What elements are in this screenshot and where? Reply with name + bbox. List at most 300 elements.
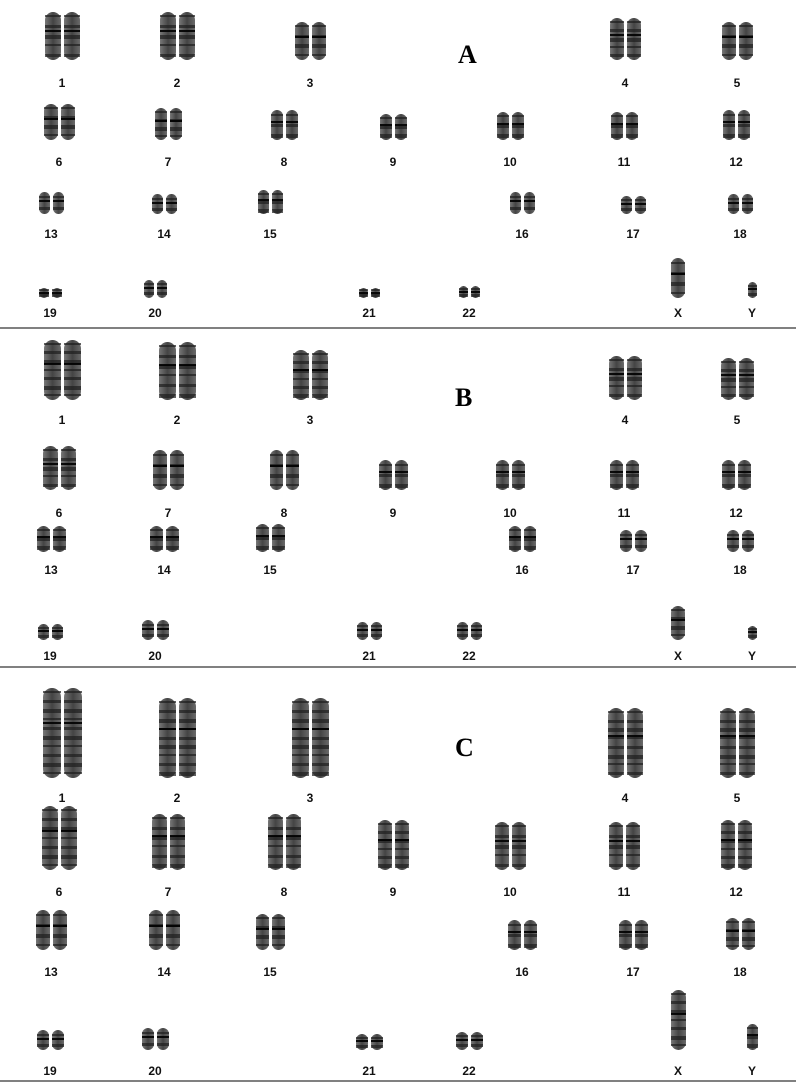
chromosome-label: 22 [462,1064,476,1078]
centromere [395,471,408,473]
chromosome-band [43,467,58,471]
chromosome-band [292,772,309,776]
chromosome [610,18,624,60]
chromosome-band [37,1044,49,1047]
chromosome-band [357,634,368,637]
chromosome-band [722,484,735,488]
chromosome-band [621,208,632,211]
chromosome-band [739,54,753,56]
chromosome-label: 17 [626,965,640,979]
chromosome-band [64,691,82,693]
chromosome [356,1034,368,1050]
chromosome-band [43,772,61,774]
centromere [37,536,50,538]
chromosome-band [39,294,49,297]
chromosome-band [627,21,641,23]
centromere [38,630,49,632]
chromosome [312,350,328,400]
chromosome-band [43,745,61,747]
chromosome-band [170,127,182,131]
chromosome-band [170,845,185,847]
panel-letter: B [455,383,473,412]
chromosome [626,112,638,140]
chromosome [512,822,526,870]
chromosome-pair-7 [155,108,182,140]
chromosome-band [43,709,61,713]
centromere [496,471,509,473]
chromosome-band [739,746,755,749]
chromosome [170,450,184,490]
centromere [524,200,535,202]
chromosome-band [312,772,329,776]
chromosome-band [524,529,536,531]
chromosome [726,918,739,950]
chromosome-band [52,1044,64,1047]
chromosome-band [52,1034,64,1036]
chromosome-band [739,772,755,775]
chromosome [609,356,624,400]
chromosome-band [286,114,298,116]
chromosome-band [626,464,639,466]
chromosome [295,22,309,60]
centromere [626,471,639,473]
chromosome-band [53,538,66,541]
chromosome-band [471,634,482,637]
chromosome-band [611,115,623,117]
chromosome-band [739,369,754,372]
chromosome-band [159,772,176,776]
chromosome-label: 20 [148,649,162,663]
chromosome-band [627,368,642,371]
chromosome-band [53,914,67,916]
chromosome [457,622,468,640]
chromosome-band [42,846,58,849]
chromosome [152,194,163,214]
chromosome-band [496,464,509,466]
chromosome-pair-18 [728,194,753,214]
chromosome-label: 13 [44,563,58,577]
chromosome-band [152,864,167,868]
chromosome-band [635,199,646,201]
chromosome-pair-7 [152,814,185,870]
chromosome [627,18,641,60]
chromosome-band [152,845,167,847]
centromere [627,373,642,375]
chromosome-pair-7 [153,450,184,490]
centromere [149,925,163,927]
chromosome [292,698,309,778]
chromosome-pair-21 [357,622,382,640]
chromosome-band [268,845,283,847]
centromere [42,830,58,832]
centromere [721,374,736,376]
chromosome-band [293,361,309,364]
centromere [747,1034,758,1036]
chromosome [721,820,735,870]
chromosome-band [42,818,58,821]
chromosome [270,450,283,490]
chromosome-band [626,134,638,138]
centromere [610,34,624,36]
chromosome-band [293,378,309,380]
chromosome-band [471,625,482,627]
chromosome-band [179,355,196,358]
centromere [157,287,167,289]
chromosome-band [149,914,163,916]
centromere [626,840,640,842]
chromosome-band [610,29,624,32]
chromosome-band [627,737,643,739]
panel-divider [0,1080,796,1082]
chromosome-pair-x [671,258,685,298]
chromosome [512,112,524,140]
chromosome-band [312,54,326,56]
chromosome-band [44,377,61,380]
chromosome-band [626,474,639,477]
chromosome-band [378,831,392,834]
centromere [524,536,536,538]
chromosome-band [395,823,409,825]
chromosome-band [356,1037,368,1039]
chromosome-band [671,282,685,286]
chromosome-label: 18 [733,965,747,979]
chromosome [155,108,167,140]
chromosome-band [395,134,407,138]
chromosome-band [268,817,283,819]
chromosome-pair-8 [270,450,299,490]
chromosome-band [44,125,58,129]
chromosome-pair-3 [292,698,329,778]
chromosome-band [52,635,63,638]
chromosome-band [159,345,176,347]
chromosome-band [627,394,642,397]
centromere [39,200,50,202]
chromosome-band [53,944,67,946]
chromosome-label: 21 [362,1064,376,1078]
chromosome [286,110,298,140]
centromere [160,30,176,32]
chromosome-label: 8 [280,885,288,899]
centromere [395,839,409,841]
chromosome-band [380,117,392,119]
chromosome-band [609,864,623,867]
chromosome-band [496,474,509,477]
chromosome-band [738,114,750,116]
chromosome-band [742,198,753,200]
chromosome-band [61,818,77,821]
chromosome-band [739,378,754,382]
chromosome-band [272,527,285,529]
chromosome [738,460,751,490]
chromosome-band [748,628,757,630]
chromosome-label: 19 [43,649,57,663]
chromosome-band [43,449,58,451]
centromere [371,1040,383,1042]
chromosome [626,460,639,490]
chromosome-band [292,701,309,703]
chromosome-band [747,1036,758,1039]
chromosome-band [635,944,648,948]
chromosome-band [256,935,269,939]
chromosome-band [495,854,509,856]
chromosome [738,110,750,140]
centromere [722,36,736,38]
centromere [295,36,309,38]
chromosome [179,12,195,60]
chromosome-band [150,529,163,531]
chromosome-band [721,848,735,850]
chromosome-band [293,394,309,398]
centromere [61,118,75,120]
chromosome-band [609,845,623,849]
chromosome [153,450,167,490]
chromosome-band [295,44,309,48]
chromosome-label: 9 [389,155,397,169]
chromosome-band [157,634,169,637]
chromosome [61,446,76,490]
chromosome-band [258,193,269,195]
chromosome [748,282,757,298]
chromosome-band [395,484,408,488]
chromosome-band [509,546,521,550]
chromosome-band [179,384,196,387]
centromere [64,363,81,365]
chromosome-pair-4 [609,356,642,400]
chromosome-band [742,545,754,548]
chromosome-band [608,737,624,739]
chromosome [748,626,757,640]
chromosome-band [742,937,755,941]
centromere [258,199,269,201]
chromosome-band [157,1043,169,1046]
chromosome-band [64,394,81,396]
chromosome-band [524,934,537,937]
chromosome-band [312,754,329,756]
chromosome-band [179,15,195,17]
chromosome-band [495,864,509,867]
centromere [179,30,195,32]
chromosome-label: 19 [43,1064,57,1078]
chromosome-band [738,484,751,488]
chromosome-band [627,728,643,732]
chromosome-band [619,924,632,926]
chromosome-band [61,467,76,471]
chromosome-band [42,855,58,859]
chromosome-band [359,289,368,291]
centromere [159,728,176,730]
centromere [471,291,480,293]
chromosome-band [43,700,61,703]
chromosome-band [509,538,521,541]
chromosome-label: 15 [263,965,277,979]
chromosome-band [720,728,736,732]
centromere [512,840,526,842]
chromosome [258,190,269,214]
centromere [159,364,176,366]
chromosome-band [496,484,509,488]
chromosome-band [179,701,196,703]
chromosome-label: 2 [173,791,181,805]
chromosome-label: 5 [733,76,741,90]
chromosome [37,526,50,552]
chromosome-band [43,475,58,477]
chromosome-band [609,368,624,371]
chromosome [720,708,736,778]
chromosome-band [742,945,755,947]
chromosome-band [286,855,301,858]
chromosome-band [286,864,301,868]
chromosome-band [510,207,521,210]
chromosome-band [739,728,755,732]
chromosome [723,110,735,140]
chromosome [721,358,736,400]
chromosome-band [610,464,623,466]
chromosome-band [395,126,407,129]
chromosome-pair-12 [722,460,751,490]
chromosome [286,814,301,870]
chromosome-band [166,944,180,946]
chromosome-pair-8 [271,110,298,140]
chromosome-band [45,25,61,28]
centromere [64,722,82,724]
chromosome-band [150,546,163,550]
chromosome-band [64,727,82,730]
chromosome-band [44,386,61,390]
chromosome [44,104,58,140]
centromere [627,34,641,36]
chromosome-band [64,44,80,46]
chromosome-label: 16 [515,965,529,979]
chromosome-band [609,854,623,856]
chromosome-band [268,864,283,868]
chromosome [170,814,185,870]
chromosome [43,446,58,490]
chromosome-band [38,627,49,629]
chromosome-band [64,369,81,371]
centromere [359,292,368,294]
centromere [378,839,392,841]
chromosome-band [512,464,525,466]
chromosome-band [286,817,301,819]
chromosome-band [312,737,329,740]
centromere [286,465,299,467]
centromere [37,1038,49,1040]
chromosome-band [179,394,196,398]
chromosome-band [727,545,739,548]
chromosome-band [53,529,66,531]
chromosome-band [43,754,61,757]
chromosome-label: 3 [306,413,314,427]
chromosome-band [739,44,753,48]
chromosome-label: 5 [733,791,741,805]
chromosome-band [286,134,298,138]
chromosome-band [258,209,269,213]
chromosome-label: 18 [733,227,747,241]
chromosome [271,110,283,140]
chromosome-band [166,914,180,916]
chromosome-band [739,720,755,723]
centromere [739,374,754,376]
chromosome-band [256,527,269,529]
centromere [635,538,647,540]
chromosome [671,258,685,298]
chromosome [312,698,329,778]
chromosome-band [608,772,624,775]
chromosome-pair-2 [160,12,195,60]
centromere [456,1039,468,1041]
chromosome-band [524,944,537,948]
centromere [621,203,632,205]
chromosome-band [44,343,61,345]
chromosome-band [159,384,176,387]
chromosome-band [160,44,176,46]
chromosome [378,820,392,870]
chromosome-band [459,294,468,297]
centromere [61,463,76,465]
centromere [256,928,269,930]
centromere [179,728,196,730]
chromosome-band [671,626,685,630]
chromosome-label: 7 [164,885,172,899]
panel-divider [0,666,796,668]
chromosome-label: 5 [733,413,741,427]
chromosome-label: Y [747,1064,757,1078]
chromosome-pair-9 [380,114,407,140]
centromere [271,121,283,123]
chromosome-band [456,1035,468,1037]
chromosome-pair-13 [36,910,67,950]
centromere [457,629,468,631]
chromosome-band [43,718,61,720]
centromere [293,369,309,371]
chromosome-band [371,1045,383,1048]
chromosome-label: 6 [55,885,63,899]
chromosome-label: 21 [362,649,376,663]
chromosome-pair-y [748,626,757,640]
chromosome-pair-20 [144,280,167,298]
chromosome-pair-16 [509,526,536,552]
chromosome-band [157,283,167,285]
chromosome-band [43,691,61,693]
centromere [166,925,180,927]
centromere [608,735,624,737]
chromosome-band [149,934,163,938]
chromosome-label: 10 [503,155,517,169]
chromosome-band [627,746,643,749]
chromosome-band [61,809,77,811]
chromosome-label: 1 [58,791,66,805]
chromosome-band [152,198,163,200]
chromosome-band [739,737,755,739]
chromosome-band [748,285,757,287]
chromosome [268,814,283,870]
chromosome-band [142,1032,154,1034]
chromosome-band [742,921,755,923]
chromosome-pair-15 [256,914,285,950]
chromosome-band [166,198,177,200]
chromosome [45,12,61,60]
centromere [150,536,163,538]
chromosome-band [635,545,647,548]
chromosome [722,22,736,60]
chromosome-band [157,1032,169,1034]
chromosome-band [739,755,755,759]
chromosome-band [53,546,66,550]
chromosome-band [524,207,535,210]
chromosome-label: 11 [617,155,631,169]
chromosome-band [611,134,623,138]
centromere [727,538,739,540]
